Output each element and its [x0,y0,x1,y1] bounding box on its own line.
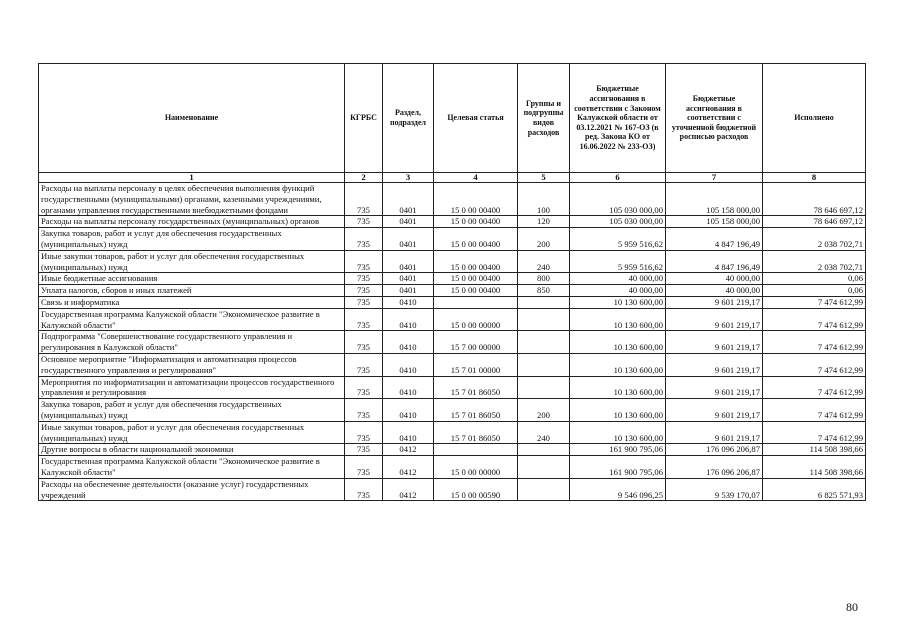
row-group [518,376,570,399]
colnum-1: 1 [39,173,345,183]
row-target: 15 0 00 00400 [434,183,518,216]
row-razdel: 0410 [383,296,434,308]
row-law-amount: 10 130 600,00 [570,353,666,376]
row-kgrbs: 735 [345,421,383,444]
colnum-5: 5 [518,173,570,183]
table-row [39,456,866,479]
row-kgrbs: 735 [345,216,383,228]
header-groups: Группы и подгруппы видов расходов [518,64,570,173]
budget-table [38,63,866,501]
row-group: 120 [518,216,570,228]
row-executed-amount: 7 474 612,99 [763,331,866,354]
header-target: Целевая статья [434,64,518,173]
row-target: 15 7 00 00000 [434,331,518,354]
row-plan-amount: 9 601 219,17 [666,308,763,331]
row-target: 15 0 00 00400 [434,216,518,228]
row-name: Основное мероприятие "Информатизация и автоматизация процессов государственного управления и регулирования" [39,353,345,376]
row-name: Расходы на выплаты персоналу в целях обеспечения выполнения функций государственными (муниципальными) органами, казенными учреждениями, органами управления государственными внебюджетными фондами [39,183,345,216]
row-razdel: 0410 [383,331,434,354]
table-row [39,250,866,273]
row-law-amount: 105 030 000,00 [570,216,666,228]
row-kgrbs: 735 [345,478,383,501]
row-law-amount: 40 000,00 [570,273,666,285]
row-group [518,456,570,479]
row-name: Уплата налогов, сборов и иных платежей [39,285,345,297]
colnum-2: 2 [345,173,383,183]
row-kgrbs: 735 [345,456,383,479]
row-plan-amount: 4 847 196,49 [666,228,763,251]
row-name: Иные закупки товаров, работ и услуг для обеспечения государственных (муниципальных) нужд [39,250,345,273]
row-executed-amount: 0,06 [763,273,866,285]
colnum-7: 7 [666,173,763,183]
row-plan-amount: 105 158 000,00 [666,183,763,216]
colnum-6: 6 [570,173,666,183]
row-group [518,296,570,308]
row-group [518,331,570,354]
row-group [518,353,570,376]
row-group: 240 [518,250,570,273]
row-target: 15 0 00 00000 [434,456,518,479]
row-kgrbs: 735 [345,183,383,216]
row-razdel: 0410 [383,353,434,376]
row-law-amount: 9 546 096,25 [570,478,666,501]
row-target [434,444,518,456]
row-target: 15 7 01 86050 [434,399,518,422]
column-number-row [39,173,866,183]
row-kgrbs: 735 [345,228,383,251]
row-group: 240 [518,421,570,444]
row-law-amount: 5 959 516,62 [570,228,666,251]
row-law-amount: 10 130 600,00 [570,296,666,308]
row-executed-amount: 114 508 398,66 [763,456,866,479]
page-number: 80 [846,600,858,614]
row-group: 200 [518,399,570,422]
row-name: Подпрограмма "Совершенствование государственного управления и регулирования в Калужской области" [39,331,345,354]
row-group: 200 [518,228,570,251]
header-razdel: Раздел, подраздел [383,64,434,173]
row-name: Государственная программа Калужской области "Экономическое развитие в Калужской области" [39,308,345,331]
row-razdel: 0412 [383,444,434,456]
table-body [39,183,866,501]
row-razdel: 0401 [383,216,434,228]
row-plan-amount: 9 601 219,17 [666,399,763,422]
row-target: 15 0 00 00000 [434,308,518,331]
table-row [39,353,866,376]
table-row [39,216,866,228]
table-row [39,296,866,308]
row-executed-amount: 6 825 571,93 [763,478,866,501]
row-plan-amount: 9 601 219,17 [666,296,763,308]
row-law-amount: 161 900 795,06 [570,444,666,456]
row-razdel: 0410 [383,376,434,399]
row-name: Расходы на выплаты персоналу государственных (муниципальных) органов [39,216,345,228]
table-row [39,376,866,399]
header-law: Бюджетные ассигнования в соответствии с Законом Калужской области от 03.12.2021 № 167-ОЗ (в ред. Закона КО от 16.06.2022 № 233-ОЗ) [570,64,666,173]
row-target: 15 0 00 00400 [434,273,518,285]
row-plan-amount: 9 601 219,17 [666,331,763,354]
header-row [39,64,866,173]
row-razdel: 0410 [383,308,434,331]
row-name: Закупка товаров, работ и услуг для обеспечения государственных (муниципальных) нужд [39,228,345,251]
row-law-amount: 105 030 000,00 [570,183,666,216]
row-name: Мероприятия по информатизации и автоматизации процессов государственного управления и регулирования [39,376,345,399]
row-kgrbs: 735 [345,399,383,422]
row-group [518,308,570,331]
row-kgrbs: 735 [345,444,383,456]
row-executed-amount: 0,06 [763,285,866,297]
row-razdel: 0410 [383,421,434,444]
colnum-8: 8 [763,173,866,183]
row-group: 800 [518,273,570,285]
table-row [39,183,866,216]
row-plan-amount: 40 000,00 [666,285,763,297]
row-executed-amount: 78 646 697,12 [763,216,866,228]
table-row [39,285,866,297]
row-name: Другие вопросы в области национальной экономики [39,444,345,456]
row-group: 100 [518,183,570,216]
row-plan-amount: 40 000,00 [666,273,763,285]
row-executed-amount: 7 474 612,99 [763,399,866,422]
row-law-amount: 10 130 600,00 [570,376,666,399]
colnum-4: 4 [434,173,518,183]
row-kgrbs: 735 [345,331,383,354]
row-law-amount: 10 130 600,00 [570,399,666,422]
row-kgrbs: 735 [345,296,383,308]
row-executed-amount: 7 474 612,99 [763,376,866,399]
row-plan-amount: 9 539 170,07 [666,478,763,501]
row-plan-amount: 9 601 219,17 [666,421,763,444]
row-target: 15 0 00 00400 [434,285,518,297]
row-razdel: 0412 [383,456,434,479]
row-executed-amount: 2 038 702,71 [763,250,866,273]
row-razdel: 0410 [383,399,434,422]
row-executed-amount: 2 038 702,71 [763,228,866,251]
row-plan-amount: 176 096 206,87 [666,456,763,479]
row-target: 15 0 00 00400 [434,250,518,273]
row-target: 15 7 01 86050 [434,376,518,399]
row-name: Расходы на обеспечение деятельности (оказание услуг) государственных учреждений [39,478,345,501]
colnum-3: 3 [383,173,434,183]
row-executed-amount: 114 508 398,66 [763,444,866,456]
table-row [39,273,866,285]
row-plan-amount: 105 158 000,00 [666,216,763,228]
row-razdel: 0401 [383,250,434,273]
table-row [39,331,866,354]
table-row [39,421,866,444]
row-target: 15 0 00 00400 [434,228,518,251]
row-target: 15 7 01 86050 [434,421,518,444]
row-razdel: 0401 [383,285,434,297]
row-executed-amount: 7 474 612,99 [763,353,866,376]
row-name: Государственная программа Калужской области "Экономическое развитие в Калужской области" [39,456,345,479]
row-name: Иные закупки товаров, работ и услуг для обеспечения государственных (муниципальных) нужд [39,421,345,444]
row-executed-amount: 78 646 697,12 [763,183,866,216]
row-kgrbs: 735 [345,353,383,376]
row-plan-amount: 9 601 219,17 [666,353,763,376]
row-kgrbs: 735 [345,250,383,273]
row-razdel: 0401 [383,273,434,285]
row-law-amount: 40 000,00 [570,285,666,297]
row-kgrbs: 735 [345,273,383,285]
row-razdel: 0412 [383,478,434,501]
table-row [39,478,866,501]
row-name: Связь и информатика [39,296,345,308]
row-group: 850 [518,285,570,297]
row-razdel: 0401 [383,228,434,251]
row-plan-amount: 4 847 196,49 [666,250,763,273]
row-plan-amount: 9 601 219,17 [666,376,763,399]
row-razdel: 0401 [383,183,434,216]
table-row [39,444,866,456]
table-row [39,228,866,251]
row-law-amount: 10 130 600,00 [570,331,666,354]
row-name: Закупка товаров, работ и услуг для обеспечения государственных (муниципальных) нужд [39,399,345,422]
row-law-amount: 10 130 600,00 [570,308,666,331]
table-row [39,308,866,331]
header-kgrbs: КГРБС [345,64,383,173]
row-law-amount: 10 130 600,00 [570,421,666,444]
row-law-amount: 5 959 516,62 [570,250,666,273]
row-kgrbs: 735 [345,376,383,399]
row-target: 15 0 00 00590 [434,478,518,501]
row-target [434,296,518,308]
table-row [39,399,866,422]
row-law-amount: 161 900 795,06 [570,456,666,479]
row-kgrbs: 735 [345,308,383,331]
row-executed-amount: 7 474 612,99 [763,296,866,308]
row-plan-amount: 176 096 206,87 [666,444,763,456]
row-executed-amount: 7 474 612,99 [763,308,866,331]
row-name: Иные бюджетные ассигнования [39,273,345,285]
header-executed: Исполнено [763,64,866,173]
row-group [518,478,570,501]
header-plan: Бюджетные ассигнования в соответствии с уточненной бюджетной росписью расходов [666,64,763,173]
header-name: Наименование [39,64,345,173]
row-executed-amount: 7 474 612,99 [763,421,866,444]
row-group [518,444,570,456]
row-target: 15 7 01 00000 [434,353,518,376]
row-kgrbs: 735 [345,285,383,297]
